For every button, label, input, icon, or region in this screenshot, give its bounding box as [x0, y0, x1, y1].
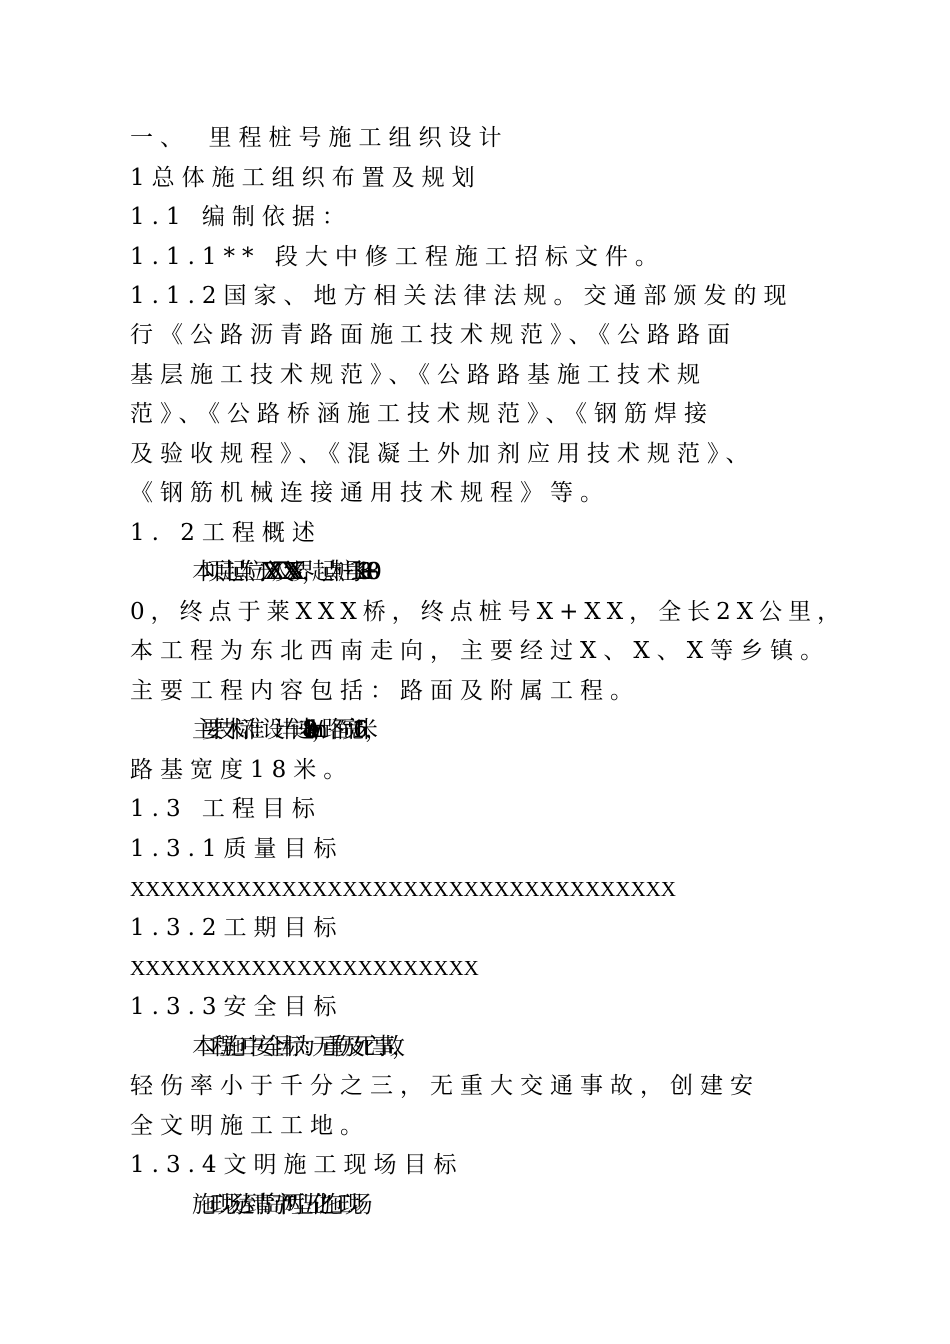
subsection-heading: 1.3.1质量目标: [130, 836, 344, 862]
paragraph-line: 本工程施工中安全目标为：无重伤及死亡事故，: [192, 1034, 402, 1060]
paragraph-line: 路基宽度18米。: [130, 757, 354, 783]
paragraph-line: 行《公路沥青路面施工技术规范》、《公路路面: [130, 322, 737, 348]
subsection-heading: 1.3.2工期目标: [130, 915, 344, 941]
subsection-heading: 1.1 编制依据：: [130, 204, 352, 230]
placeholder-text: XXXXXXXXXXXXXXXXXXXXXXX: [130, 956, 479, 980]
paragraph-line: 轻伤率小于千分之三，无重大交通事故，创建安: [130, 1073, 760, 1099]
paragraph-line: 《钢筋机械连接通用技术规程》等。: [130, 480, 610, 506]
paragraph-line: 全文明施工工地。: [130, 1113, 370, 1139]
paragraph-line: 基层施工技术规范》、《公路路基施工技术规: [130, 362, 707, 388]
paragraph-line: 及验收规程》、《混凝土外加剂应用技术规范》、: [130, 441, 756, 467]
section-heading: 一、 里程桩号施工组织设计: [130, 125, 509, 151]
subsection-heading: 1.3 工程目标: [130, 796, 322, 822]
placeholder-text: XXXXXXXXXXXXXXXXXXXXXXXXXXXXXXXXXXXX: [130, 877, 676, 901]
subsection-heading: 1. 2工程概述: [130, 520, 322, 546]
paragraph-line: 1.1.2国家、地方相关法律法规。交通部颁发的现: [130, 283, 794, 309]
chapter-heading: 1总体施工组织布置及规划: [130, 165, 482, 191]
paragraph-line: 本工程为东北西南走向，主要经过X、X、X等乡镇。: [130, 638, 831, 664]
paragraph-line: 施工现场达到青岛市“两型五化”施工现场: [192, 1192, 360, 1218]
paragraph-line: 本项目起点位于XZX及XXX界，起点桩号K13+80: [192, 559, 369, 585]
subsection-heading: 1.3.4文明施工现场目标: [130, 1152, 464, 1178]
paragraph-line: 主要工程内容包括：路面及附属工程。: [130, 678, 640, 704]
paragraph-line: 主要技术标准：设计车速80km/h，路面宽16米，: [192, 717, 375, 743]
subsection-heading: 1.3.3安全目标: [130, 994, 344, 1020]
paragraph-line: 0，终点于莱XXX桥，终点桩号X+XX，全长2X公里，: [130, 599, 847, 625]
paragraph-line: 1.1.1** 段大中修工程施工招标文件。: [130, 244, 665, 270]
paragraph-line: 范》、《公路桥涵施工技术规范》、《钢筋焊接: [130, 401, 714, 427]
